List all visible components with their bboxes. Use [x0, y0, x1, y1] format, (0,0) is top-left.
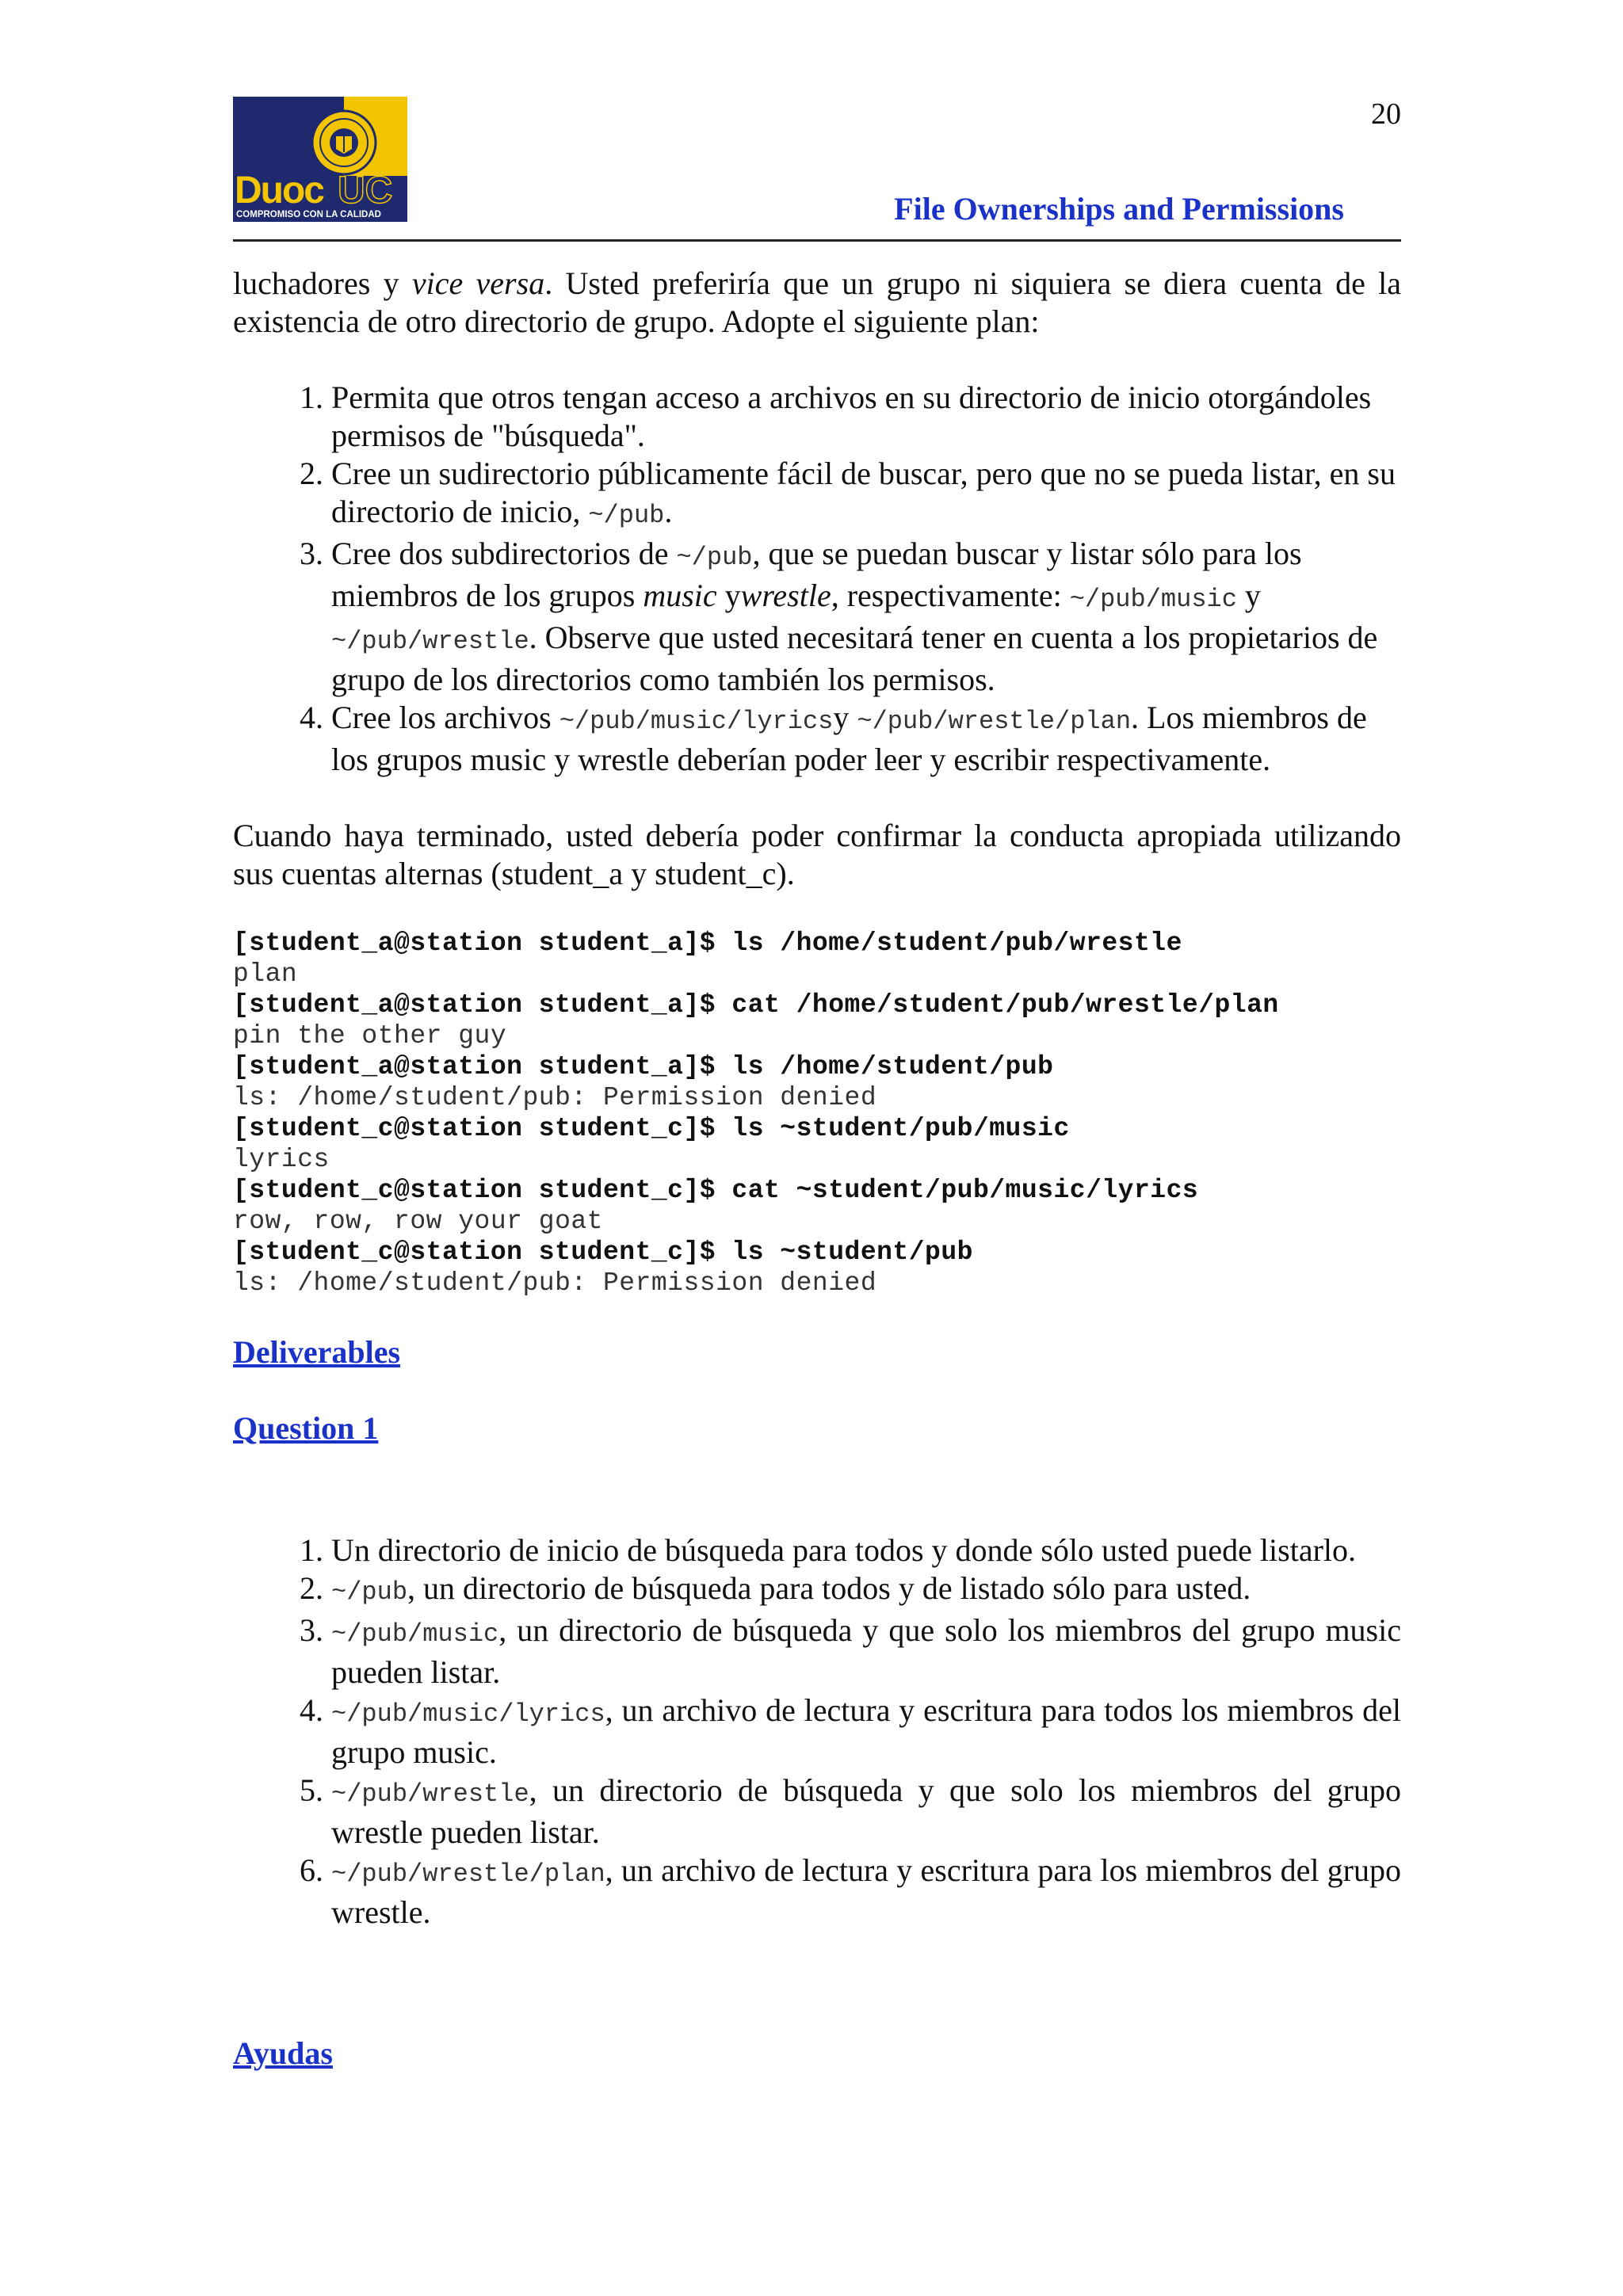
- terminal-output-line: lyrics: [233, 1145, 330, 1174]
- ayudas-heading[interactable]: Ayudas: [233, 2035, 333, 2071]
- page-content: [233, 265, 1401, 2073]
- plan-item-4: 4. Cree los archivos ~/pub/music/lyricsy ~/pub/wrestle/plan. Los miembros de los grupos music y wrestle deberían poder leer y escribir respectivamente.: [331, 699, 1401, 779]
- question-1-heading[interactable]: Question 1: [233, 1410, 379, 1446]
- answer-item-1: 1. Un directorio de inicio de búsqueda para todos y donde sólo usted puede listarlo.: [331, 1531, 1401, 1569]
- svg-text:UC: UC: [338, 170, 393, 212]
- answer-item-5: 5. ~/pub/wrestle, un directorio de búsqueda y que solo los miembros del grupo wrestle pueden listar.: [331, 1772, 1401, 1852]
- intro-paragraph: luchadores y vice versa. Usted preferiría que un grupo ni siquiera se diera cuenta de la existencia de otro directorio de grupo. Adopte el siguiente plan:: [233, 265, 1402, 339]
- answer-item-2: 2. ~/pub, un directorio de búsqueda para todos y de listado sólo para usted.: [331, 1569, 1401, 1611]
- terminal-output-line: ls: /home/student/pub: Permission denied: [233, 1083, 877, 1112]
- terminal-command-line: [student_a@station student_a]$ cat /home/student/pub/wrestle/plan: [233, 990, 1279, 1020]
- plan-list: [233, 379, 1401, 779]
- terminal-output-line: row, row, row your goat: [233, 1207, 603, 1236]
- plan-item-2: 2. Cree un sudirectorio públicamente fácil de buscar, pero que no se pueda listar, en su directorio de inicio, ~/pub.: [331, 455, 1401, 535]
- confirm-paragraph: Cuando haya terminado, usted debería poder confirmar la conducta apropiada utilizando sus cuentas alternas (student_a y student_c).: [233, 818, 1401, 891]
- deliverables-heading[interactable]: Deliverables: [233, 1334, 401, 1370]
- answer-item-3: 3. ~/pub/music, un directorio de búsqueda y que solo los miembros del grupo music pueden listar.: [331, 1611, 1401, 1691]
- duocuc-logo: [233, 97, 407, 222]
- terminal-output-line: plan: [233, 959, 298, 989]
- header-divider: [233, 239, 1401, 242]
- terminal-command-line: [student_c@station student_c]$ ls ~student/pub/music: [233, 1114, 1070, 1143]
- terminal-command-line: [student_a@station student_a]$ ls /home/student/pub: [233, 1052, 1054, 1081]
- plan-item-1: 1. Permita que otros tengan acceso a archivos en su directorio de inicio otorgándoles permisos de "búsqueda".: [331, 379, 1401, 455]
- running-title: File Ownerships and Permissions: [894, 191, 1344, 227]
- terminal-command-line: [student_a@station student_a]$ ls /home/student/pub/wrestle: [233, 929, 1182, 958]
- seal-icon: [312, 111, 376, 174]
- svg-text:Duoc: Duoc: [235, 170, 323, 212]
- terminal-command-line: [student_c@station student_c]$ cat ~student/pub/music/lyrics: [233, 1176, 1199, 1205]
- answer-item-6: 6. ~/pub/wrestle/plan, un archivo de lectura y escritura para los miembros del grupo wrestle.: [331, 1852, 1401, 1932]
- svg-text:COMPROMISO CON LA CALIDAD: COMPROMISO CON LA CALIDAD: [236, 210, 381, 219]
- terminal-output-line: pin the other guy: [233, 1021, 507, 1051]
- terminal-command-line: [student_c@station student_c]$ ls ~student/pub: [233, 1238, 973, 1267]
- answer-item-4: 4. ~/pub/music/lyrics, un archivo de lectura y escritura para todos los miembros del grupo music.: [331, 1691, 1401, 1772]
- answers-list: [233, 1531, 1401, 1932]
- terminal-output-line: ls: /home/student/pub: Permission denied: [233, 1268, 877, 1298]
- page-number: 20: [1371, 97, 1401, 131]
- terminal-transcript: [233, 928, 1401, 1299]
- plan-item-3: 3. Cree dos subdirectorios de ~/pub, que se puedan buscar y listar sólo para los miembros de los grupos music ywrestle, respectivamente: ~/pub/music y ~/pub/wrestle. Observe que usted necesitará tener en cuenta a los propietarios de grupo de los directorios como también los permisos.: [331, 535, 1401, 699]
